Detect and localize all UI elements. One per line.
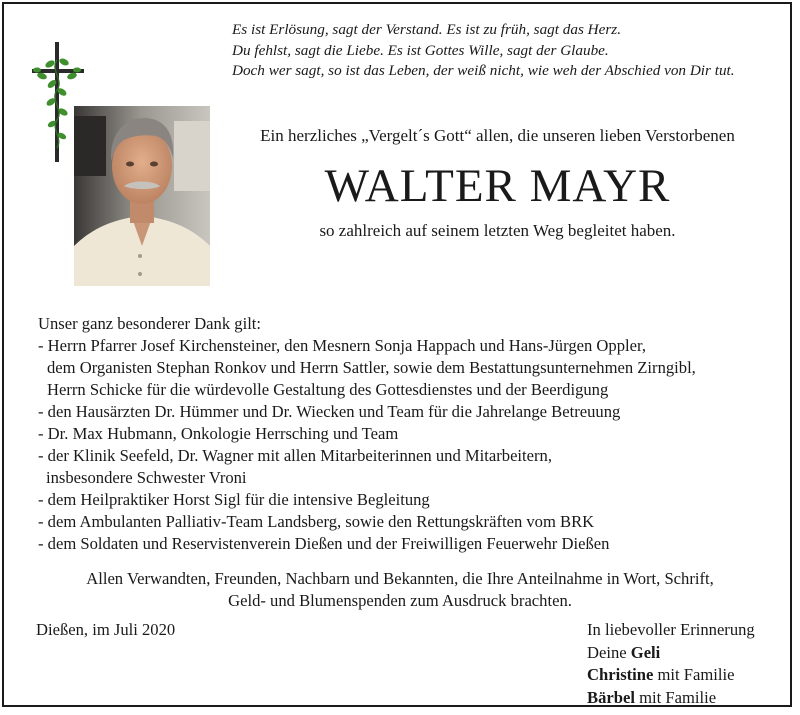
poem-line: Doch wer sagt, so ist das Leben, der weiß nicht, wie weh der Abschied von Dir tut. [232, 62, 735, 79]
thanks-item: - Dr. Max Hubmann, Onkologie Herrsching und Team [38, 424, 399, 443]
thanks-item: - dem Soldaten und Reservistenverein Dießen und der Freiwilligen Feuerwehr Dießen [38, 534, 610, 553]
place-date: Dießen, im Juli 2020 [36, 620, 176, 639]
closing-text [20, 568, 780, 612]
closing-line: Geld- und Blumenspenden zum Ausdruck brachten. [228, 591, 572, 610]
poem-line: Es ist Erlösung, sagt der Verstand. Es ist zu früh, sagt das Herz. [232, 21, 622, 38]
deceased-name: WALTER MAYR [324, 160, 671, 212]
thanks-item: Herrn Schicke für die würdevolle Gestaltung des Gottesdienstes und der Beerdigung [47, 380, 609, 399]
signoff-prefix: Deine [587, 642, 631, 662]
intro-subline: so zahlreich auf seinem letzten Weg begleitet haben. [319, 221, 676, 240]
signoff [587, 619, 755, 709]
thanks-item: - dem Ambulanten Palliativ-Team Landsberg, sowie den Rettungskräften vom BRK [38, 512, 595, 531]
portrait-image [74, 106, 210, 286]
intro-text: Ein herzliches „Vergelt´s Gott“ allen, die unseren lieben Verstorbenen [260, 126, 735, 145]
closing-line: Allen Verwandten, Freunden, Nachbarn und Bekannten, die Ihre Anteilnahme in Wort, Schrift, [86, 569, 714, 588]
signoff-name: Bärbel [587, 687, 635, 707]
portrait-photo [74, 106, 210, 286]
signoff-suffix: mit Familie [634, 687, 717, 707]
poem-line: Du fehlst, sagt die Liebe. Es ist Gottes Wille, sagt der Glaube. [232, 41, 609, 59]
signoff-name: Christine [587, 665, 654, 684]
signoff-line [587, 687, 755, 710]
thanks-heading: Unser ganz besonderer Dank gilt: [38, 314, 262, 333]
signoff-heading: In liebevoller Erinnerung [587, 620, 755, 639]
thanks-item: - dem Heilpraktiker Horst Sigl für die intensive Begleitung [38, 490, 430, 509]
thanks-item: - den Hausärzten Dr. Hümmer und Dr. Wiecken und Team für die Jahrelange Betreuung [38, 402, 621, 421]
signoff-line [587, 664, 755, 687]
signoff-suffix: mit Familie [653, 665, 735, 684]
thanks-item: - Herrn Pfarrer Josef Kirchensteiner, den Mesnern Sonja Happach und Hans-Jürgen Oppler, [38, 336, 646, 355]
thanks-list [38, 313, 793, 555]
thanks-item: dem Organisten Stephan Ronkov und Herrn Sattler, sowie dem Bestattungsunternehmen Zirngibl, [47, 358, 696, 377]
thanks-item: - der Klinik Seefeld, Dr. Wagner mit allen Mitarbeiterinnen und Mitarbeitern, [38, 446, 552, 465]
signoff-line [587, 642, 755, 665]
thanks-item: insbesondere Schwester Vroni [46, 468, 247, 487]
poem [232, 20, 792, 82]
signoff-name: Geli [630, 642, 661, 662]
